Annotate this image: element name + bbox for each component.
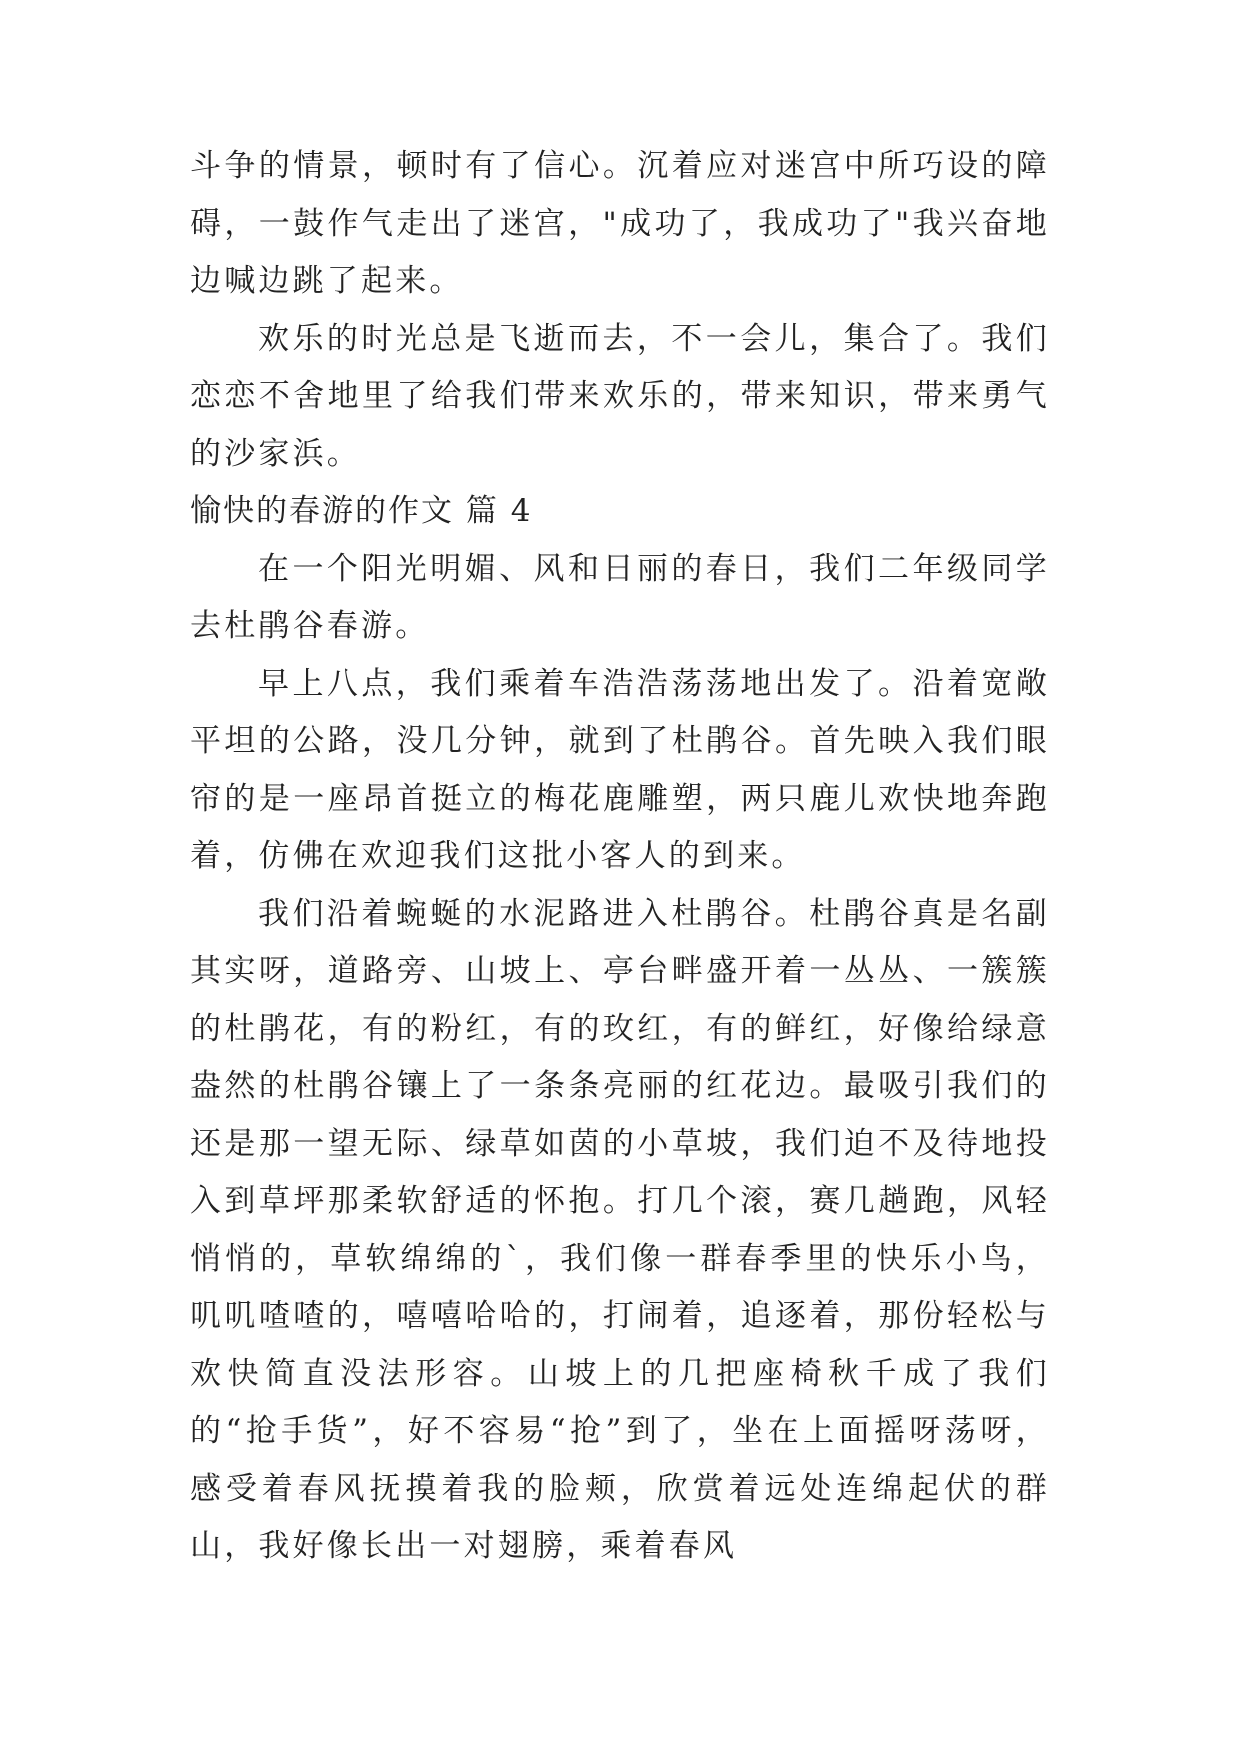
paragraph-continued: 斗争的情景，顿时有了信心。沉着应对迷宫中所巧设的障碍，一鼓作气走出了迷宫，"成功了，我成功了"我兴奋地边喊边跳了起来。: [190, 148, 1050, 299]
paragraph-departure: 早上八点，我们乘着车浩浩荡荡地出发了。沿着宽敞平坦的公路，没几分钟，就到了杜鹃谷。首先映入我们眼帘的是一座昂首挺立的梅花鹿雕塑，两只鹿儿欢快地奔跑着，仿佛在欢迎我们这批小客人的到来。: [190, 665, 1050, 874]
paragraph-azalea-valley: 我们沿着蜿蜒的水泥路进入杜鹃谷。杜鹃谷真是名副其实呀，道路旁、山坡上、亭台畔盛开着一丛丛、一簇簇的杜鹃花，有的粉红，有的玫红，有的鲜红，好像给绿意盎然的杜鹃谷镶上了一条条亮丽的红花边。最吸引我们的还是那一望无际、绿草如茵的小草坡，我们迫不及待地投入到草坪那柔软舒适的怀抱。打几个滚，赛几趟跑，风轻悄悄的，草软绵绵的`，我们像一群春季里的快乐小鸟，叽叽喳喳的，嘻嘻哈哈的，打闹着，追逐着，那份轻松与欢快简直没法形容。山坡上的几把座椅秋千成了我们的“抢手货”，好不容易“抢”到了，坐在上面摇呀荡呀，感受着春风抚摸着我的脸颊，欣赏着远处连绵起伏的群山，我好像长出一对翅膀，乘着春风: [190, 895, 1050, 1564]
paragraph-happy-time: 欢乐的时光总是飞逝而去，不一会儿，集合了。我们恋恋不舍地里了给我们带来欢乐的，带来知识，带来勇气的沙家浜。: [190, 320, 1050, 472]
section-heading: 愉快的春游的作文 篇 4: [190, 493, 533, 529]
paragraph-spring-day: 在一个阳光明媚、风和日丽的春日，我们二年级同学去杜鹃谷春游。: [190, 550, 1050, 644]
article-body: [190, 138, 1050, 1576]
